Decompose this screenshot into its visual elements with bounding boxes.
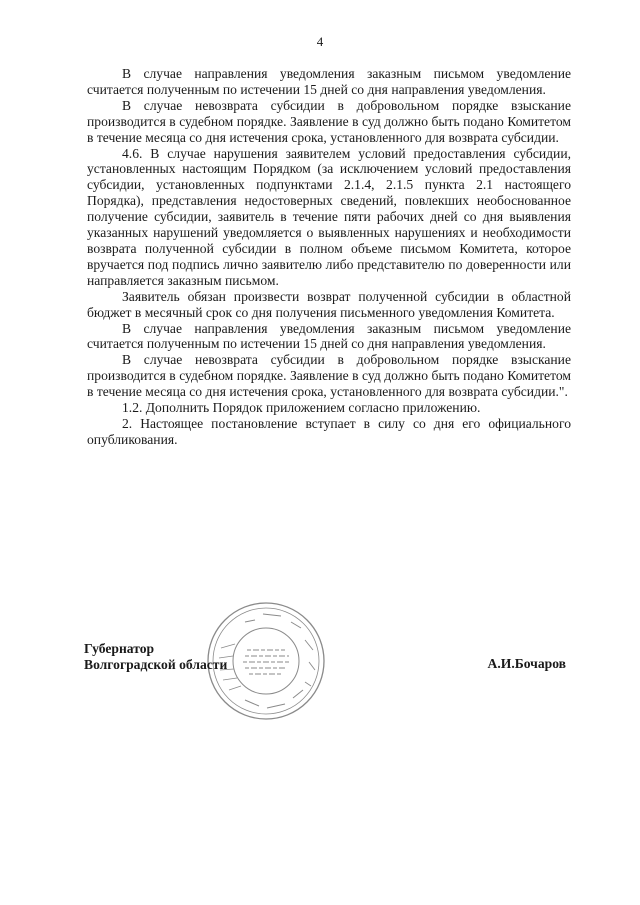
paragraph-clause-4-6: 4.6. В случае нарушения заявителем условий предоставления субсидии, установленных настоящим Порядком (за исключением условий предоставления субсидии, установленных подпунктами 2.1.4, 2.1.5 пункта 2.1 настоящего Порядка), представления недостоверных сведений, повлекших необоснованное получение субсидии, заявитель в течение пяти рабочих дней со дня выявления указанных нарушений уведомляется о выявленных нарушениях и необходимости возврата полученной субсидии в полном объеме письмом Комитета, которое вручается под подпись лично заявителю либо представителю по доверенности или направляется заказным письмом. [87, 145, 571, 288]
paragraph-court-recovery: В случае невозврата субсидии в добровольном порядке взыскание производится в судебном порядке. Заявление в суд должно быть подано Комитетом в течение месяца со дня истечения срока, установленного для возврата субсидии. [87, 97, 571, 145]
signature-block [84, 641, 574, 672]
page-number: 4 [316, 34, 324, 49]
signer-title-line1: Губернатор [84, 641, 155, 656]
paragraph-notice-delivery-repeat: В случае направления уведомления заказным письмом уведомление считается полученным по истечении 15 дней со дня направления уведомления. [87, 320, 571, 352]
paragraph-clause-1-2: 1.2. Дополнить Порядок приложением согласно приложению. [122, 400, 481, 416]
paragraph-notice-delivery: В случае направления уведомления заказным письмом уведомление считается полученным по истечении 15 дней со дня направления уведомления. [87, 66, 571, 97]
signer-name: А.И.Бочаров [487, 656, 566, 671]
paragraph-refund-obligation: Заявитель обязан произвести возврат полученной субсидии в областной бюджет в месячный срок со дня получения письменного уведомления Комитета. [87, 288, 571, 320]
paragraph-court-recovery-repeat: В случае невозврата субсидии в добровольном порядке взыскание производится в судебном порядке. Заявление в суд должно быть подано Комитетом в течение месяца со дня истечения срока, установленного для возврата субсидии.". [87, 352, 571, 400]
signer-title-line2: Волгоградской области [84, 656, 228, 672]
document-body [87, 66, 571, 448]
paragraph-clause-2: 2. Настоящее постановление вступает в силу со дня его официального опубликования. [87, 415, 571, 447]
